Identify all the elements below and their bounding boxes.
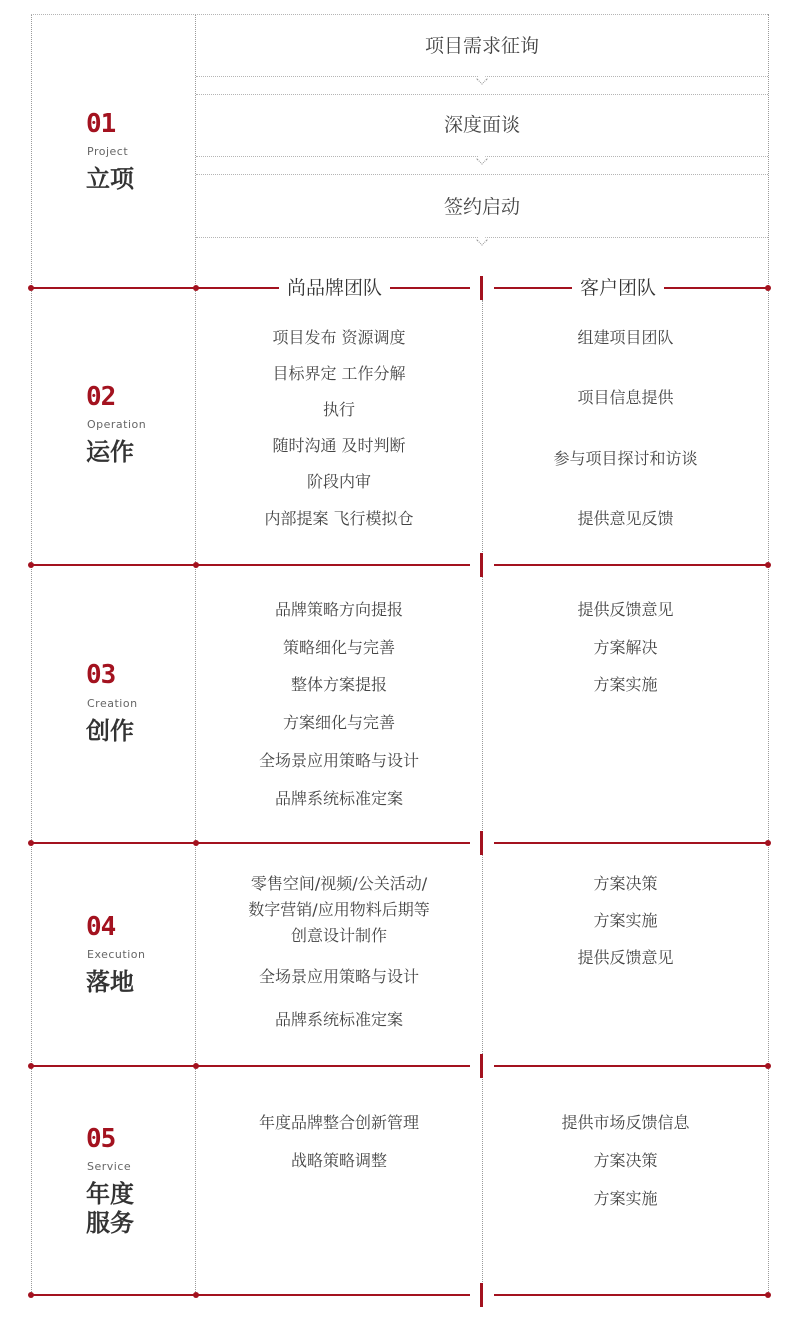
separator-dot (193, 1063, 199, 1069)
separator-dot (28, 1063, 34, 1069)
separator-tick (480, 831, 483, 855)
brand-team-task: 战略策略调整 (290, 1151, 387, 1170)
client-team-task: 方案实施 (593, 1189, 658, 1208)
brand-team-task: 数字营销/应用物料后期等 (248, 900, 430, 919)
brand-team-task: 创意设计制作 (290, 926, 387, 945)
client-team-task: 方案实施 (593, 675, 658, 694)
client-team-task: 方案决策 (593, 1151, 658, 1170)
brand-team-task: 项目发布 资源调度 (272, 328, 406, 347)
stage-chinese-label: 运作 (86, 438, 134, 466)
separator-dot (28, 285, 34, 291)
brand-team-task: 阶段内审 (306, 472, 371, 491)
section-separator (31, 842, 768, 844)
stage-number: 01 (86, 109, 116, 139)
separator-dot (765, 1292, 771, 1298)
stage-chinese-label: 年度 (86, 1180, 134, 1208)
section-separator (31, 564, 768, 566)
separator-dot (193, 562, 199, 568)
separator-dot (193, 1292, 199, 1298)
brand-team-task: 全场景应用策略与设计 (258, 967, 419, 986)
stage-english-label: Creation (87, 697, 138, 710)
header-client-team: 客户团队 (572, 277, 664, 299)
step-interview: 深度面谈 (443, 114, 520, 136)
separator-dot (28, 840, 34, 846)
separator-tick (480, 553, 483, 577)
separator-dot (28, 562, 34, 568)
brand-team-task: 品牌策略方向提报 (274, 600, 403, 619)
frame-top-border (31, 14, 768, 15)
stage-english-label: Project (87, 145, 129, 158)
brand-team-task: 品牌系统标准定案 (274, 789, 403, 808)
brand-team-task: 目标界定 工作分解 (272, 364, 406, 383)
client-team-task: 提供市场反馈信息 (561, 1113, 690, 1132)
separator-dot (193, 285, 199, 291)
brand-team-task: 随时沟通 及时判断 (272, 436, 406, 455)
section-separator (31, 1294, 768, 1296)
client-team-task: 方案解决 (593, 638, 658, 657)
brand-team-task: 策略细化与完善 (282, 638, 395, 657)
header-brand-team: 尚品牌团队 (279, 277, 390, 299)
stage-number: 03 (86, 660, 116, 690)
stage-number: 05 (86, 1124, 116, 1154)
step-requirement: 项目需求征询 (424, 35, 539, 57)
separator-dot (765, 285, 771, 291)
frame-left-border (31, 14, 32, 1296)
client-team-task: 方案决策 (593, 874, 658, 893)
stage-chinese-label: 创作 (86, 717, 134, 745)
brand-team-task: 方案细化与完善 (282, 713, 395, 732)
brand-team-task: 内部提案 飞行模拟仓 (264, 509, 414, 528)
client-team-task: 项目信息提供 (577, 388, 674, 407)
client-team-task: 组建项目团队 (577, 328, 674, 347)
client-team-task: 参与项目探讨和访谈 (553, 449, 698, 468)
separator-dot (193, 840, 199, 846)
brand-team-task: 品牌系统标准定案 (274, 1010, 403, 1029)
step-divider (196, 94, 768, 95)
brand-team-task: 执行 (322, 400, 355, 419)
brand-team-task: 年度品牌整合创新管理 (258, 1113, 419, 1132)
stage-chinese-label: 立项 (86, 165, 134, 193)
client-team-task: 提供意见反馈 (577, 509, 674, 528)
frame-right-border (768, 14, 769, 1296)
separator-dot (765, 840, 771, 846)
client-team-task: 方案实施 (593, 911, 658, 930)
brand-team-task: 整体方案提报 (290, 675, 387, 694)
separator-tick (480, 1054, 483, 1078)
separator-dot (765, 562, 771, 568)
brand-team-task: 零售空间/视频/公关活动/ (250, 874, 428, 893)
section-separator (31, 1065, 768, 1067)
step-contract: 签约启动 (443, 196, 520, 218)
stage-chinese-label: 服务 (86, 1209, 134, 1237)
client-team-task: 提供反馈意见 (577, 948, 674, 967)
separator-dot (765, 1063, 771, 1069)
step-divider (196, 174, 768, 175)
brand-team-task: 全场景应用策略与设计 (258, 751, 419, 770)
separator-dot (28, 1292, 34, 1298)
stage-number: 02 (86, 382, 116, 412)
separator-tick (480, 276, 483, 300)
stage-chinese-label: 落地 (86, 968, 134, 996)
stage-english-label: Execution (87, 948, 146, 961)
stage-english-label: Service (87, 1160, 132, 1173)
stage-number: 04 (86, 912, 116, 942)
stage-english-label: Operation (87, 418, 147, 431)
client-team-task: 提供反馈意见 (577, 600, 674, 619)
separator-tick (480, 1283, 483, 1307)
